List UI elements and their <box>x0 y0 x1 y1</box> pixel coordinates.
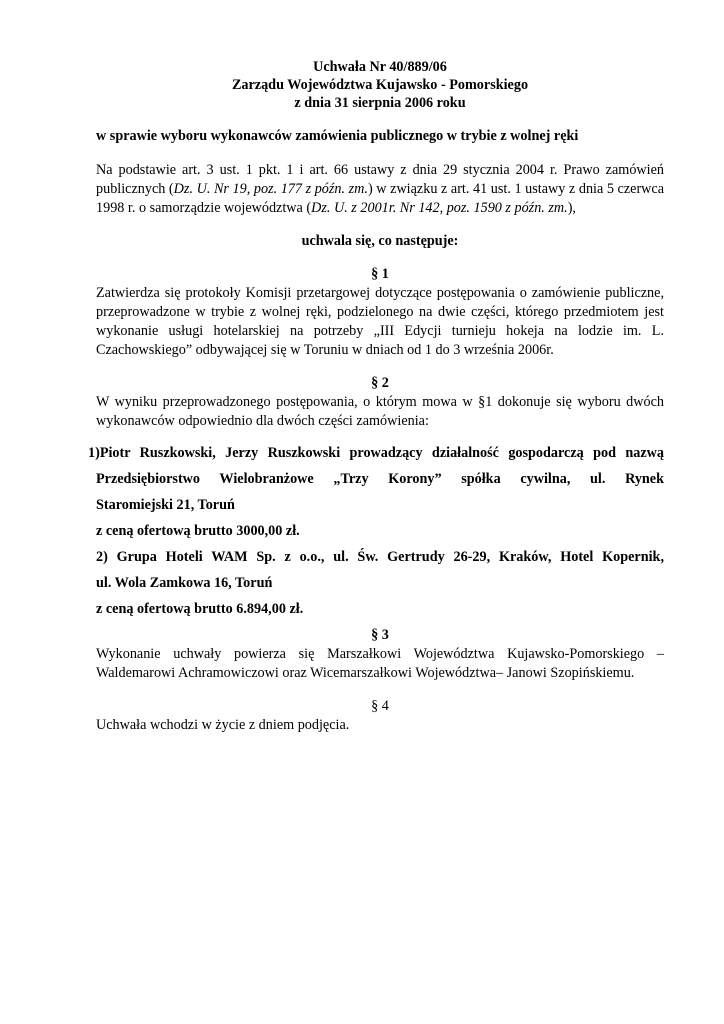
section-3-heading: § 3 <box>371 627 389 643</box>
section-4-text: Uchwała wchodzi w życie z dniem podjęcia. <box>96 717 350 733</box>
legal-basis-text-3: ), <box>567 200 576 216</box>
section-2-heading: § 2 <box>371 375 389 391</box>
legal-basis-text-2: ) w związku z art. 41 ust. 1 ustawy z dnia 5 czerwca 1998 r. o samorządzie województwa ( <box>96 181 665 216</box>
contractor-1 <box>88 440 664 544</box>
contractor-1-line-2: Przedsiębiorstwo Wielobranżowe „Trzy Korony” spółka cywilna, ul. Rynek <box>96 471 664 487</box>
document-page <box>88 58 665 735</box>
section-1-text: Zatwierdza się protokoły Komisji przetargowej dotyczące postępowania o zamówienie publiczne, przeprowadzone w trybie z wolnej ręki, podzielonego na dwie części, którego przedmiotem jest wykonanie usługi hotelarskiej na potrzeby „III Edycji turnieju hokeja na lodzie im. L. Czachowskiego” odbywającej się w Toruniu w dniach od 1 do 3 września 2006r. <box>96 285 664 358</box>
resolves-statement: uchwala się, co następuje: <box>301 233 459 249</box>
contractor-1-line-1: 1)Piotr Ruszkowski, Jerzy Ruszkowski prowadzący działalność gospodarczą pod nazwą <box>88 445 664 461</box>
section-1-heading: § 1 <box>371 266 389 282</box>
resolution-number: Uchwała Nr 40/889/06 <box>313 59 447 75</box>
contractor-2-price: z ceną ofertową brutto 6.894,00 zł. <box>96 601 304 617</box>
legal-basis-citation-2: Dz. U. z 2001r. Nr 142, poz. 1590 z późn. zm. <box>311 200 568 216</box>
resolution-subject: w sprawie wyboru wykonawców zamówienia publicznego w trybie z wolnej ręki <box>96 128 579 144</box>
legal-basis <box>96 161 664 218</box>
issuing-board: Zarządu Województwa Kujawsko - Pomorskiego <box>231 77 529 93</box>
legal-basis-citation-1: Dz. U. Nr 19, poz. 177 z późn. zm. <box>173 181 368 197</box>
section-3-text: Wykonanie uchwały powierza się Marszałkowi Województwa Kujawsko-Pomorskiego – Waldemarowi Achramowiczowi oraz Wicemarszałkowi Województwa– Janowi Szopińskiemu. <box>96 646 664 681</box>
contractor-2-line-1: 2) Grupa Hoteli WAM Sp. z o.o., ul. Św. Gertrudy 26-29, Kraków, Hotel Kopernik, <box>96 549 664 565</box>
legal-basis-text-1: Na podstawie art. 3 ust. 1 pkt. 1 i art. 66 ustawy z dnia 29 stycznia 2004 r. Prawo zamówień publicznych ( <box>96 162 664 197</box>
section-2-text: W wyniku przeprowadzonego postępowania, o którym mowa w §1 dokonuje się wyboru dwóch wykonawców odpowiednio dla dwóch części zamówienia: <box>96 394 664 429</box>
contractor-1-line-3: Staromiejski 21, Toruń <box>96 497 235 513</box>
resolution-title <box>96 58 664 112</box>
section-4-heading: § 4 <box>371 698 389 714</box>
contractor-2 <box>96 544 664 622</box>
contractor-2-line-2: ul. Wola Zamkowa 16, Toruń <box>96 575 273 591</box>
contractor-1-price: z ceną ofertową brutto 3000,00 zł. <box>96 523 300 539</box>
resolution-date: z dnia 31 sierpnia 2006 roku <box>294 95 466 111</box>
